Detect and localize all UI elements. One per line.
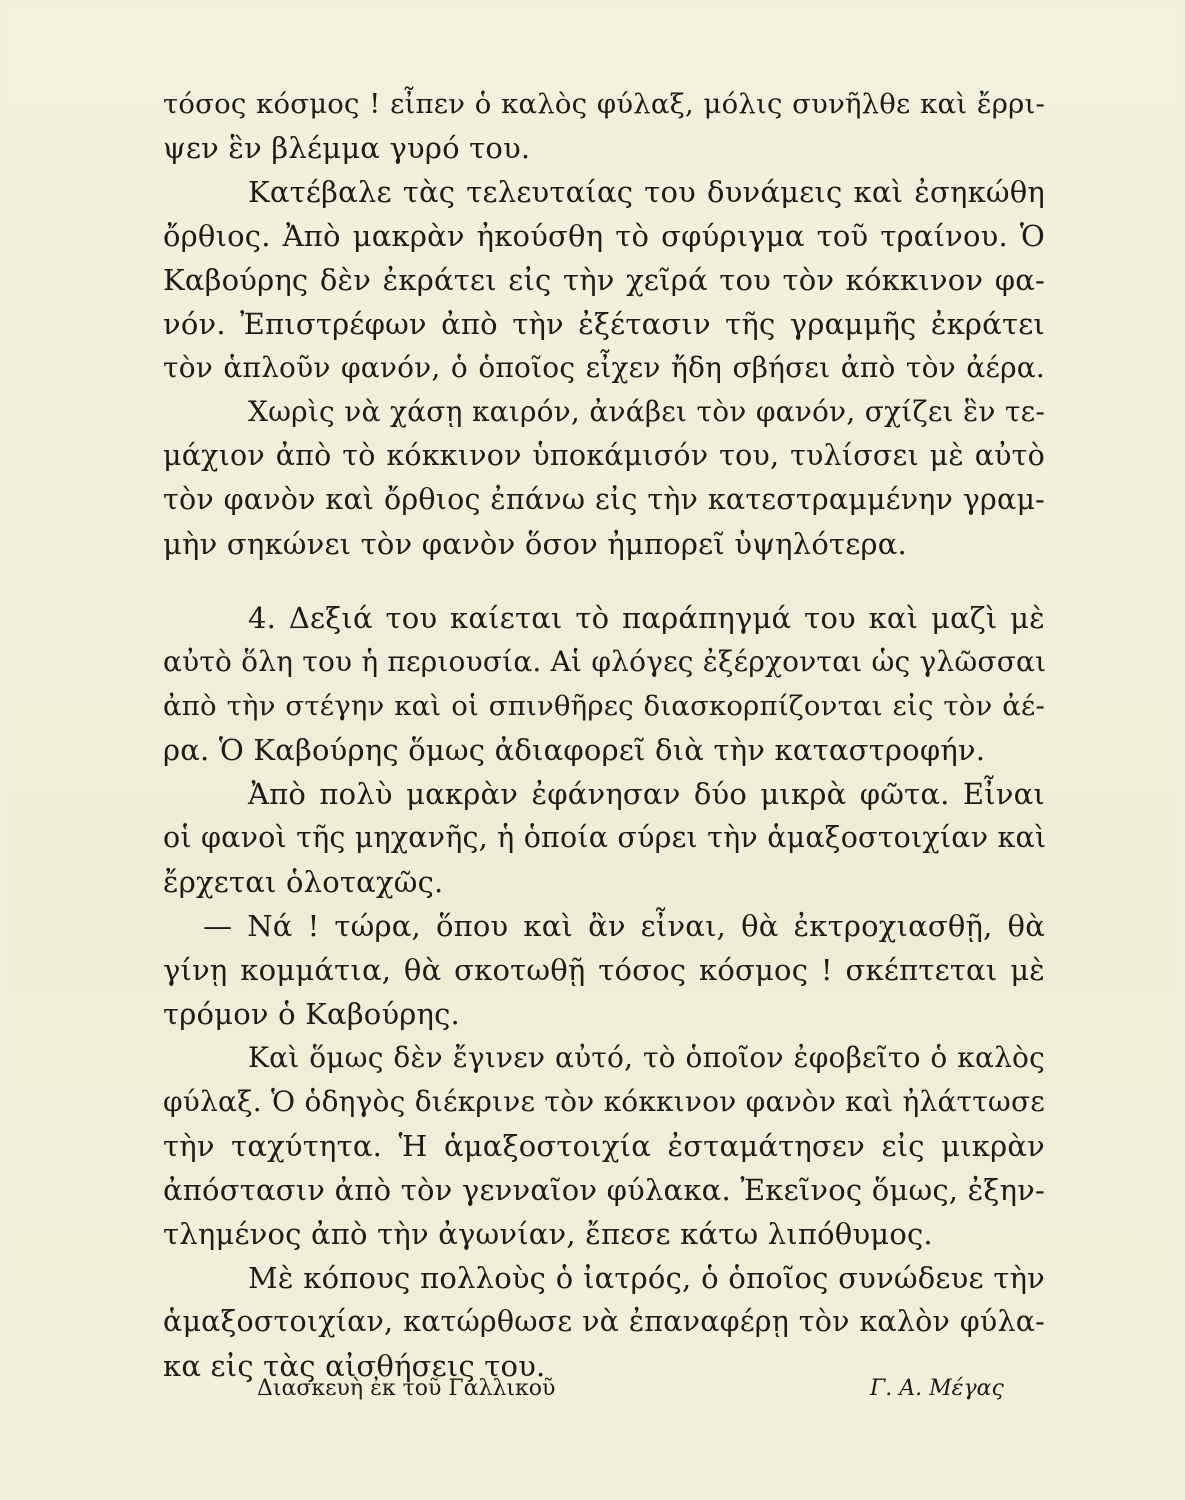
text-line: φύλαξ. Ὁ ὁδηγὸς διέκρινε τὸν κόκκινον φανὸν καὶ ἠλάττωσε: [163, 1085, 1045, 1118]
text-line: Χωρὶς νὰ χάσῃ καιρόν, ἀνάβει τὸν φανόν, σχίζει ἓν τε-: [248, 395, 1045, 428]
text-line: γίνῃ κομμάτια, θὰ σκοτωθῇ τόσος κόσμος ! σκέπτεται μὲ: [163, 953, 1045, 987]
text-line: Μὲ κόπους πολλοὺς ὁ ἰατρός, ὁ ὁποῖος συνώδευε τὴν: [248, 1261, 1045, 1295]
text-line: ὄρθιος. Ἀπὸ μακρὰν ἠκούσθη τὸ σφύριγμα τοῦ τραίνου. Ὁ: [163, 219, 1045, 253]
text-line: Καβούρης δὲν ἐκράτει εἰς τὴν χεῖρά του τὸν κόκκινον φα-: [163, 263, 1045, 297]
text-line: ψεν ἓν βλέμμα γυρό του.: [163, 131, 531, 165]
text-line: — Νά ! τώρα, ὅπου καὶ ἂν εἶναι, θὰ ἐκτροχιασθῇ, θὰ: [203, 909, 1045, 943]
text-line: οἱ φανοὶ τῆς μηχανῆς, ἡ ὁποία σύρει τὴν ἁμαξοστοιχίαν καὶ: [163, 821, 1047, 854]
text-line: ἀπόστασιν ἀπὸ τὸν γενναῖον φύλακα. Ἐκεῖνος ὅμως, ἐξην-: [163, 1173, 1045, 1207]
text-line: Ἀπὸ πολὺ μακρὰν ἐφάνησαν δύο μικρὰ φῶτα. Εἶναι: [248, 777, 1045, 811]
text-line: μὴν σηκώνει τὸν φανὸν ὅσον ἠμπορεῖ ὑψηλότερα.: [163, 527, 907, 561]
text-line: τὴν ταχύτητα. Ἡ ἁμαξοστοιχία ἐσταμάτησεν εἰς μικρὰν: [163, 1129, 1045, 1163]
text-line: ἁμαξοστοιχίαν, κατώρθωσε νὰ ἐπαναφέρῃ τὸν καλὸν φύλα-: [163, 1305, 1045, 1338]
text-line: Κατέβαλε τὰς τελευταίας του δυνάμεις καὶ ἐσηκώθη: [248, 175, 1045, 209]
text-line: τὸν φανὸν καὶ ὄρθιος ἐπάνω εἰς τὴν κατεστραμμένην γραμ-: [163, 483, 1045, 516]
text-line: ρα. Ὁ Καβούρης ὅμως ἀδιαφορεῖ διὰ τὴν καταστροφήν.: [163, 733, 986, 767]
text-line: μάχιον ἀπὸ τὸ κόκκινον ὑποκάμισόν του, τυλίσσει μὲ αὐτὸ: [163, 439, 1045, 472]
text-line: τλημένος ἀπὸ τὴν ἀγωνίαν, ἔπεσε κάτω λιπόθυμος.: [163, 1217, 933, 1251]
text-line: τρόμον ὁ Καβούρης.: [163, 997, 460, 1031]
text-line: Καὶ ὅμως δὲν ἔγινεν αὐτό, τὸ ὁποῖον ἐφοβεῖτο ὁ καλὸς: [248, 1041, 1045, 1074]
text-line: αὐτὸ ὅλη του ἡ περιουσία. Αἱ φλόγες ἐξέρχονται ὡς γλῶσσαι: [163, 645, 1047, 678]
text-line: τόσος κόσμος ! εἶπεν ὁ καλὸς φύλαξ, μόλις συνῆλθε καὶ ἔρρι-: [163, 88, 1045, 120]
text-line: ἔρχεται ὁλοταχῶς.: [163, 865, 444, 899]
text-line: τὸν ἁπλοῦν φανόν, ὁ ὁποῖος εἶχεν ἤδη σβήσει ἀπὸ τὸν ἀέρα.: [163, 351, 1045, 384]
text-line: κα εἰς τὰς αἰσθήσεις του.: [163, 1349, 546, 1383]
text-line: ἀπὸ τὴν στέγην καὶ οἱ σπινθῆρες διασκορπίζονται εἰς τὸν ἀέ-: [163, 690, 1045, 722]
author-name: Γ. Α. Μέγας: [870, 1376, 1004, 1401]
text-line: νόν. Ἐπιστρέφων ἀπὸ τὴν ἐξέτασιν τῆς γραμμῆς ἐκράτει: [163, 307, 1045, 341]
text-line: 4. Δεξιά του καίεται τὸ παράπηγμά του καὶ μαζὶ μὲ: [248, 601, 1045, 635]
source-note: Διασκευὴ ἐκ τοῦ Γαλλικοῦ: [257, 1376, 556, 1401]
